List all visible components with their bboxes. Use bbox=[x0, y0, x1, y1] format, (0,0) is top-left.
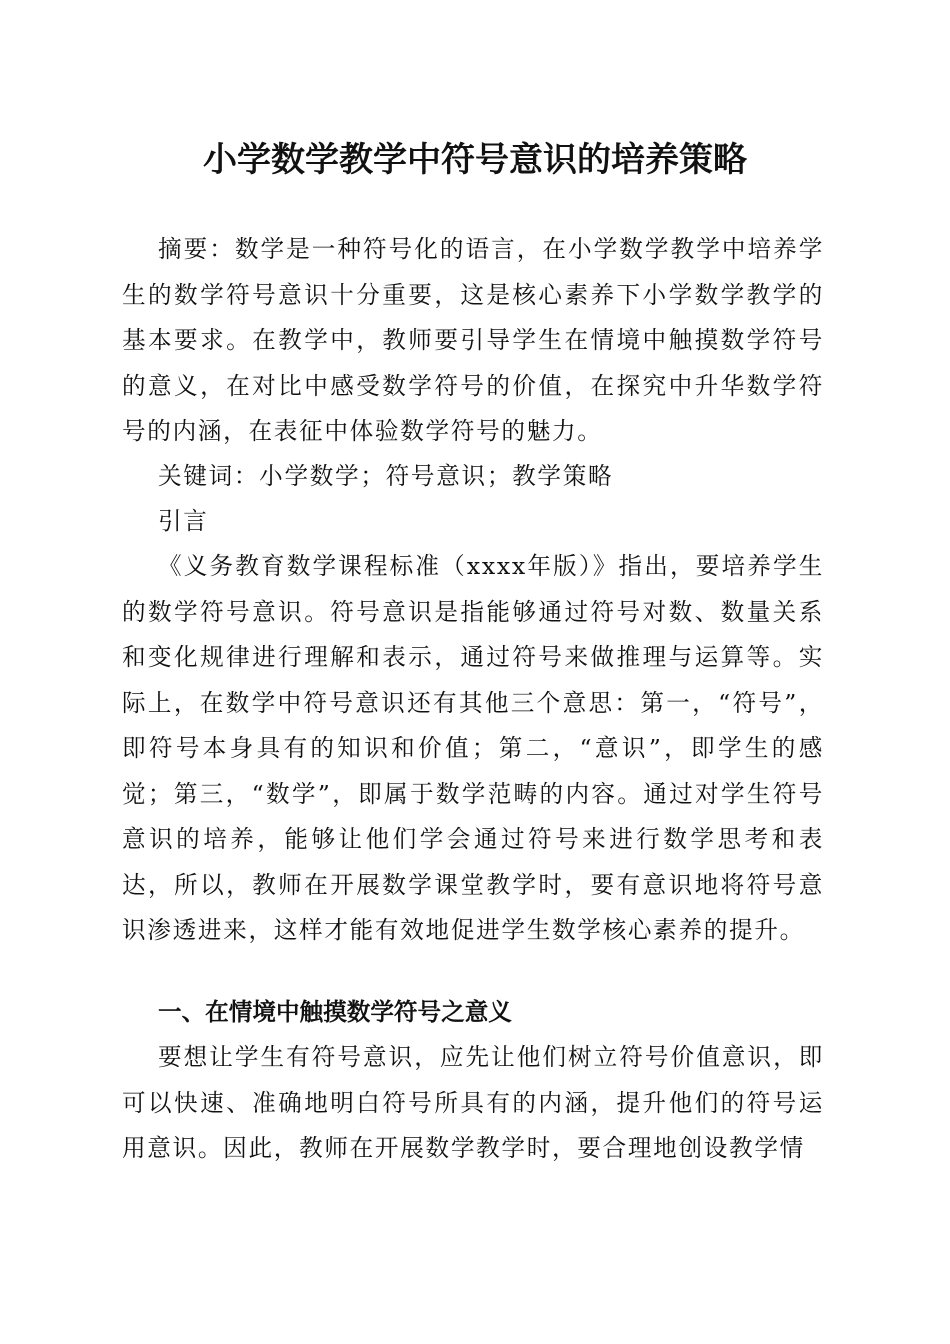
section-1-paragraph: 要想让学生有符号意识，应先让他们树立符号价值意识，即可以快速、准确地明白符号所具有的内涵，提升他们的符号运用意识。因此，教师在开展数学教学时，要合理地创设教学情 bbox=[122, 1043, 824, 1162]
document-title: 小学数学教学中符号意识的培养策略 bbox=[203, 140, 747, 180]
abstract-paragraph: 摘要：数学是一种符号化的语言，在小学数学教学中培养学生的数学符号意识十分重要，这是核心素养下小学数学教学的基本要求。在教学中，教师要引导学生在情境中触摸数学符号的意义，在对比中感受数学符号的价值，在探究中升华数学符号的内涵，在表征中体验数学符号的魅力。 bbox=[122, 235, 824, 445]
intro-label: 引言 bbox=[158, 507, 209, 535]
keywords-line: 关键词：小学数学；符号意识；教学策略 bbox=[158, 462, 614, 490]
intro-paragraph: 《义务教育数学课程标准（xxxx年版）》指出，要培养学生的数学符号意识。符号意识是指能够通过符号对数、数量关系和变化规律进行理解和表示，通过符号来做推理与运算等。实际上，在数学中符号意识还有其他三个意思：第一，“符号”，即符号本身具有的知识和价值；第二，“意识”，即学生的感觉；第三，“数学”，即属于数学范畴的内容。通过对学生符号意识的培养，能够让他们学会通过符号来进行数学思考和表达，所以，教师在开展数学课堂教学时，要有意识地将符号意识渗透进来，这样才能有效地促进学生数学核心素养的提升。 bbox=[122, 552, 824, 944]
section-1-heading: 一、在情境中触摸数学符号之意义 bbox=[158, 998, 512, 1026]
